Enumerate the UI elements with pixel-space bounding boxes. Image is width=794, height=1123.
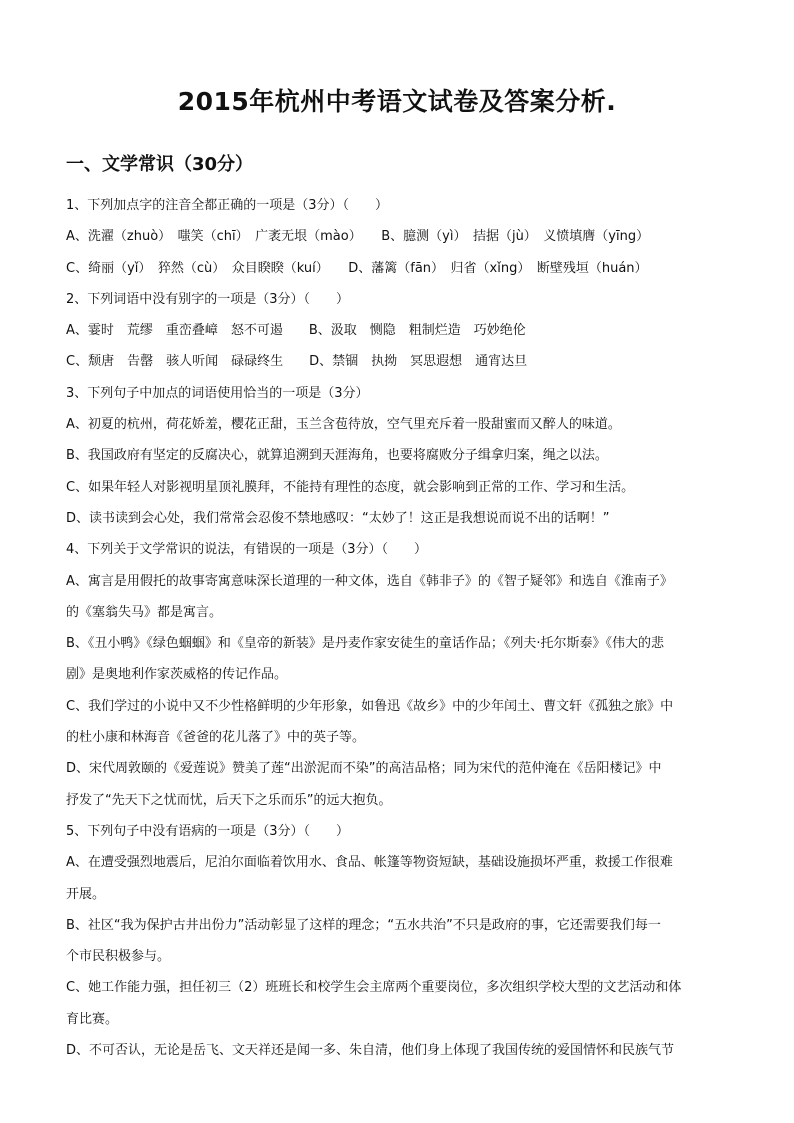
question-4-stem: 4、下列关于文学常识的说法，有错误的一项是（3分）（ ） [66,542,428,558]
question-3-option-a: A、初夏的杭州，荷花娇羞，樱花正甜，玉兰含苞待放，空气里充斥着一股甜蜜而又醉人的味道。 [66,417,621,433]
question-5-option-b-line1: B、社区“我为保护古井出份力”活动彰显了这样的理念；“五水共治”不只是政府的事，它还需要我们每一 [66,917,661,933]
question-3-option-d: D、读书读到会心处，我们常常会忍俊不禁地感叹：“太妙了！这正是我想说而说不出的话啊！” [66,510,610,526]
question-5-option-c-line2: 育比赛。 [66,1011,119,1027]
question-3-stem: 3、下列句子中加点的词语使用恰当的一项是（3分） [66,385,369,401]
page-title: 2015年杭州中考语文试卷及答案分析. [177,87,617,116]
question-1-options-cd: C、绮丽（yǐ） 猝然（cù） 众目睽睽（kuí） D、藩篱（fān） 归省（xǐng） 断壁残垣（huán） [66,260,648,276]
question-5-option-a-line1: A、在遭受强烈地震后，尼泊尔面临着饮用水、食品、帐篷等物资短缺，基础设施损坏严重，救援工作很难 [66,855,673,871]
question-4-option-d-line2: 抒发了“先天下之忧而忧，后天下之乐而乐”的远大抱负。 [66,792,392,808]
question-1-stem: 1、下列加点字的注音全都正确的一项是（3分）（ ） [66,198,389,213]
question-4-option-a-line1: A、寓言是用假托的故事寄寓意味深长道理的一种文体，选自《韩非子》的《智子疑邻》和选自《淮南子》 [66,573,673,589]
question-4-option-b-line2: 剧》是奥地利作家茨威格的传记作品。 [66,667,288,683]
question-2-options-cd: C、颓唐 告罄 骇人听闻 碌碌终生 D、禁锢 执拗 冥思遐想 通宵达旦 [66,354,528,370]
question-4-option-b-line1: B、《丑小鸭》《绿色蝈蝈》和《皇帝的新装》是丹麦作家安徒生的童话作品；《列夫·托尔斯泰》《伟大的悲 [66,636,665,652]
question-5-option-d-line1: D、不可否认，无论是岳飞、文天祥还是闻一多、朱自清，他们身上体现了我国传统的爱国情怀和民族气节 [66,1043,675,1059]
question-4-option-c-line2: 的杜小康和林海音《爸爸的花儿落了》中的英子等。 [66,730,366,746]
question-5-stem: 5、下列句子中没有语病的一项是（3分）（ ） [66,823,350,839]
section-heading: 一、文学常识（30分） [66,154,254,175]
question-3-option-c: C、如果年轻人对影视明星顶礼膜拜，不能持有理性的态度，就会影响到正常的工作、学习和生活。 [66,479,635,495]
question-5-option-a-line2: 开展。 [66,886,106,902]
question-1-options-ab: A、洗濯（zhuò） 嗤笑（chī） 广袤无垠（mào） B、臆测（yì） 拮据（jù） 义愤填膺（yīng） [66,229,650,245]
question-2-stem: 2、下列词语中没有别字的一项是（3分）（ ） [66,291,350,307]
question-4-option-a-line2: 的《塞翁失马》都是寓言。 [66,604,223,620]
question-4-option-c-line1: C、我们学过的小说中又不少性格鲜明的少年形象，如鲁迅《故乡》中的少年闰土、曹文轩《孤独之旅》中 [66,698,674,714]
question-5-option-c-line1: C、她工作能力强，担任初三（2）班班长和校学生会主席两个重要岗位，多次组织学校大型的文艺活动和体 [66,980,682,996]
question-3-option-b: B、我国政府有坚定的反腐决心，就算追溯到天涯海角，也要将腐败分子缉拿归案，绳之以法。 [66,448,608,464]
question-5-option-b-line2: 个市民积极参与。 [66,949,171,965]
question-2-options-ab: A、霎时 荒缪 重峦叠嶂 怒不可遏 B、汲取 恻隐 粗制烂造 巧妙绝伦 [66,323,526,339]
question-content [66,190,734,1066]
question-4-option-d-line1: D、宋代周敦颐的《爱莲说》赞美了莲“出淤泥而不染”的高洁品格；同为宋代的范仲淹在《岳阳楼记》中 [66,761,662,777]
